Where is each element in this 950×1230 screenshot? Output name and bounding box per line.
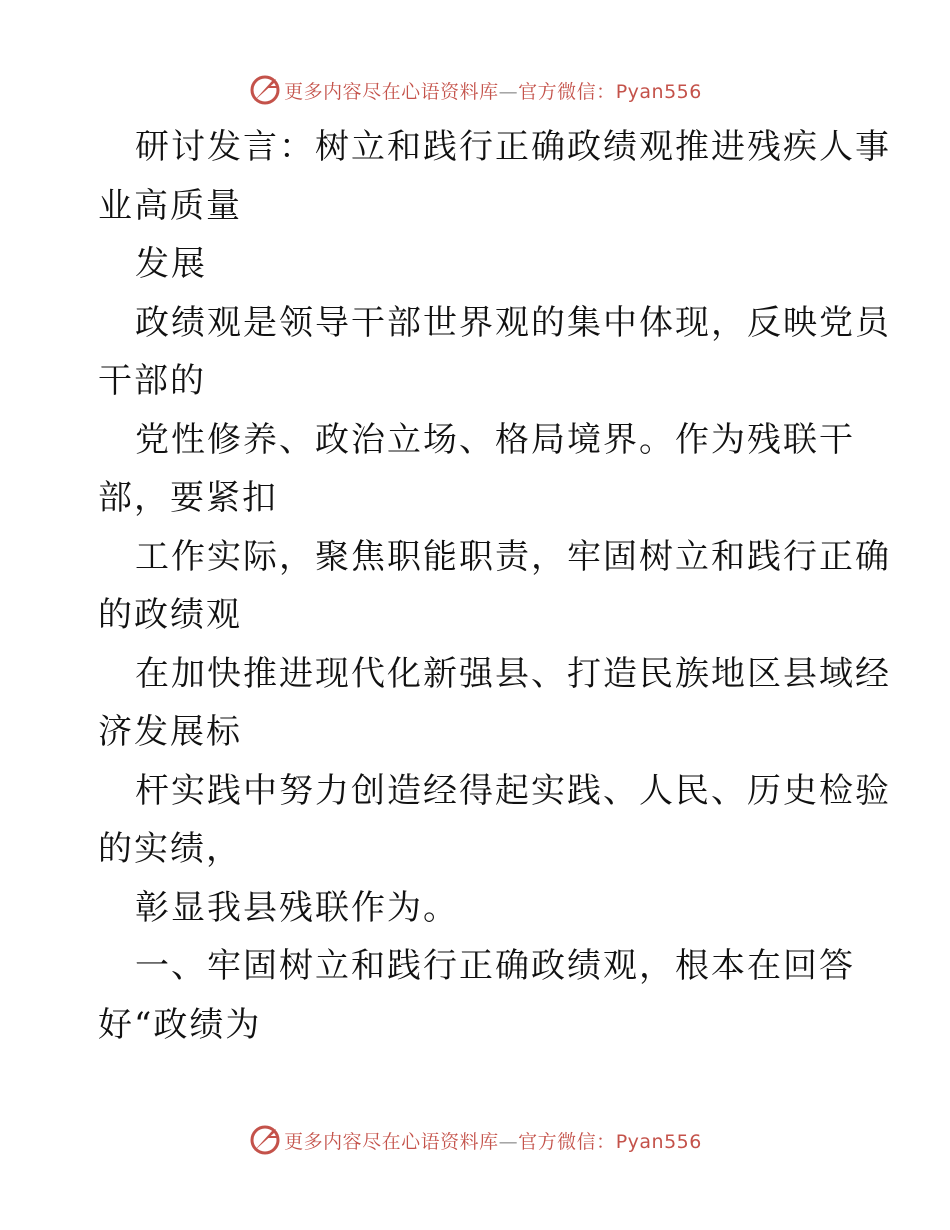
paragraph-line: 在加快推进现代化新强县、打造民族地区县域经 — [135, 653, 891, 694]
section-heading-line: 一、牢固树立和践行正确政绩观，根本在回答 — [135, 946, 855, 986]
paragraph-line: 干部的 — [98, 361, 206, 401]
header-watermark — [0, 70, 950, 110]
watermark-text — [284, 77, 702, 104]
quill-logo-icon — [248, 1123, 282, 1157]
paragraph-line: 济发展标 — [98, 712, 242, 752]
paragraph-line: 政绩观是领导干部世界观的集中体现，反映党员 — [135, 302, 891, 343]
watermark-contact-label: 官方微信： — [518, 1130, 616, 1153]
watermark-separator: — — [498, 1130, 519, 1153]
watermark-contact-id: Pyan556 — [615, 80, 702, 103]
paragraph-line: 的实绩， — [98, 829, 242, 869]
footer-watermark — [0, 1120, 950, 1160]
paragraph-line: 部，要紧扣 — [98, 478, 278, 518]
title-line-3: 发展 — [135, 244, 207, 284]
section-heading-line: 好“政绩为 — [98, 1004, 262, 1045]
watermark-text — [284, 1127, 702, 1154]
watermark-main-text: 更多内容尽在心语资料库 — [284, 80, 499, 103]
paragraph-line: 工作实际，聚焦职能职责，牢固树立和践行正确 — [135, 536, 891, 577]
watermark-contact-id: Pyan556 — [615, 1130, 702, 1153]
paragraph-line: 党性修养、政治立场、格局境界。作为残联干 — [135, 419, 855, 460]
watermark-main-text: 更多内容尽在心语资料库 — [284, 1130, 499, 1153]
quill-logo-icon — [248, 73, 282, 107]
paragraph-line: 彰显我县残联作为。 — [135, 887, 459, 928]
watermark-separator: — — [498, 80, 519, 103]
document-body — [98, 118, 891, 1054]
title-line-2: 业高质量 — [98, 185, 242, 226]
watermark-contact-label: 官方微信： — [518, 80, 616, 103]
paragraph-line: 杆实践中努力创造经得起实践、人民、历史检验 — [135, 770, 891, 811]
title-line-1: 研讨发言：树立和践行正确政绩观推进残疾人事 — [135, 127, 891, 167]
paragraph-line: 的政绩观 — [98, 595, 242, 635]
